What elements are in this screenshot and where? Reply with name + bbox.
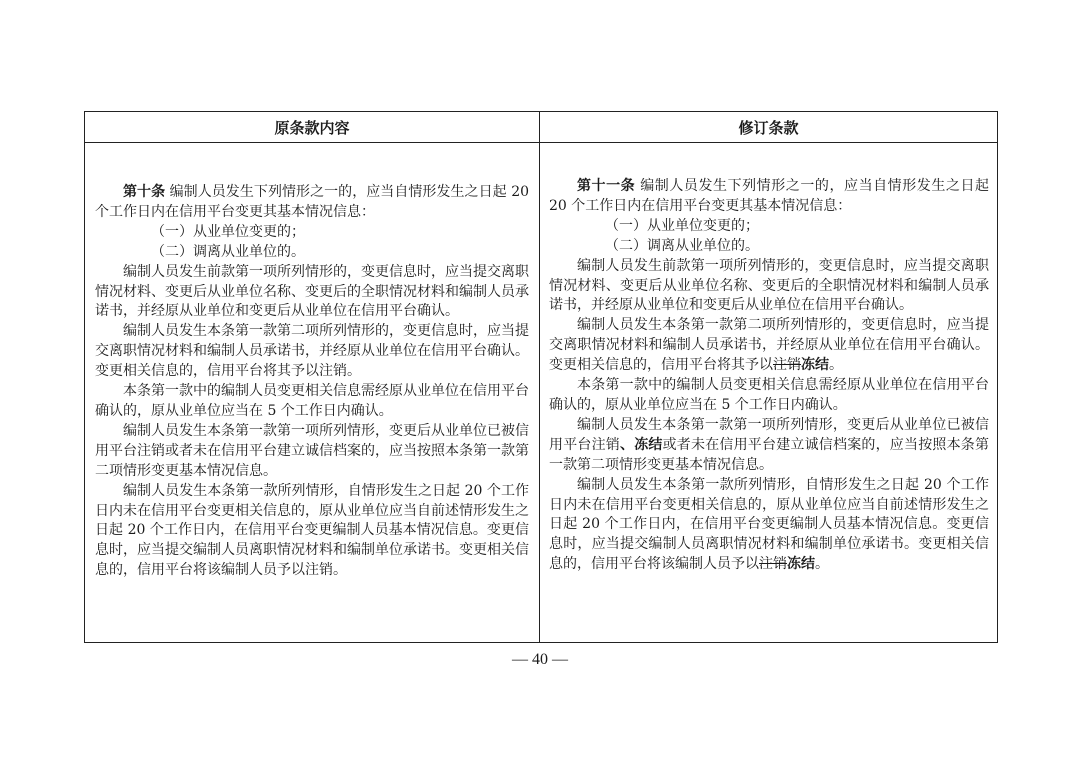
revised-para-3: [549, 316, 989, 376]
revised-para-6-end: 。: [815, 556, 829, 573]
original-para-5: 编制人员发生本条第一款第一项所列情形，变更后从业单位已被信用平台注销或者未在信用平台建立诚信档案的，应当按照本条第一款第二项情形变更基本情况信息。: [95, 422, 529, 479]
revised-para-3-end: 。: [829, 357, 843, 374]
original-clause-cell: [85, 143, 540, 643]
revised-para-6: [549, 476, 989, 576]
revised-clause-text: [540, 143, 997, 575]
original-para-1-text: 编制人员发生下列情形之一的，应当自情形发生之日起 20 个工作日内在信用平台变更其基本情况信息：: [95, 184, 530, 220]
revised-para-5-text-a: 编制人员发生本条第一款第一项所列情形，变更后从业单位已被信用平台注销: [549, 416, 989, 453]
original-item-2: （二）调离从业单位的。: [151, 243, 305, 260]
original-para-2: 编制人员发生前款第一项所列情形的，变更信息时，应当提交离职情况材料、变更后从业单位名称、变更后的全职情况材料和编制人员承诺书，并经原从业单位和变更后从业单位在信用平台确认。: [95, 263, 529, 320]
revised-para-4: 本条第一款中的编制人员变更相关信息需经原从业单位在信用平台确认的，原从业单位应当在 5 个工作日内确认。: [549, 377, 989, 413]
deleted-text: 注销: [759, 556, 787, 573]
page-number: — 40 —: [512, 651, 568, 668]
original-clause-text: [85, 143, 539, 581]
revised-para-6-text: 编制人员发生本条第一款所列情形，自情形发生之日起 20 个工作日内未在信用平台变更相关信息的，原从业单位应当自前述情形发生之日起 20 个工作日内，在信用平台变更编制人员基本情况信息。变更信息时，应当提交编制人员离职情况材料和编制单位承诺书。变更相关信息的，信用平台将该编制人员予以: [549, 476, 989, 573]
revised-para-3-text: 编制人员发生本条第一款第二项所列情形的，变更信息时，应当提交离职情况材料和编制人员承诺书，并经原从业单位在信用平台确认。变更相关信息的，信用平台将其予以: [549, 317, 989, 374]
original-article-number: 第十条: [123, 184, 166, 200]
revised-para-1: [549, 177, 989, 217]
revised-article-number: 第十一条: [577, 178, 636, 194]
revised-para-5: [549, 416, 989, 476]
header-original-clause: 原条款内容: [85, 112, 540, 143]
revised-para-5-text-b: 或者未在信用平台建立诚信档案的，应当按照本条第一款第二项情形变更基本情况信息。: [549, 436, 990, 473]
original-para-3: 编制人员发生本条第一款第二项所列情形的，变更信息时，应当提交离职情况材料和编制人员承诺书，并经原从业单位在信用平台确认。变更相关信息的，信用平台将其予以注销。: [95, 323, 529, 380]
comparison-table: [84, 111, 998, 643]
revised-para-1-text: 编制人员发生下列情形之一的，应当自情形发生之日起 20 个工作日内在信用平台变更其基本情况信息：: [549, 178, 990, 214]
added-text: 冻结: [801, 357, 829, 374]
revised-item-2: （二）调离从业单位的。: [605, 237, 759, 254]
revised-para-2: 编制人员发生前款第一项所列情形的，变更信息时，应当提交离职情况材料、变更后从业单位名称、变更后的全职情况材料和编制人员承诺书，并经原从业单位和变更后从业单位在信用平台确认。: [549, 257, 989, 314]
original-item-1: （一）从业单位变更的；: [151, 223, 305, 240]
original-para-1: [95, 183, 529, 223]
original-para-4: 本条第一款中的编制人员变更相关信息需经原从业单位在信用平台确认的，原从业单位应当在 5 个工作日内确认。: [95, 383, 529, 419]
added-text: 冻结: [787, 556, 815, 573]
revised-clause-cell: [540, 143, 998, 643]
original-para-6: 编制人员发生本条第一款所列情形，自情形发生之日起 20 个工作日内未在信用平台变更相关信息的，原从业单位应当自前述情形发生之日起 20 个工作日内，在信用平台变更编制人员基本情况信息。变更信息时，应当提交编制人员离职情况材料和编制单位承诺书。变更相关信息的，信用平台将该编制人员予以注销。: [95, 482, 529, 579]
header-revised-clause: 修订条款: [540, 112, 998, 143]
added-text: 、冻结: [620, 436, 663, 453]
revised-item-1: （一）从业单位变更的；: [605, 217, 759, 234]
deleted-text: 注销: [773, 357, 801, 374]
